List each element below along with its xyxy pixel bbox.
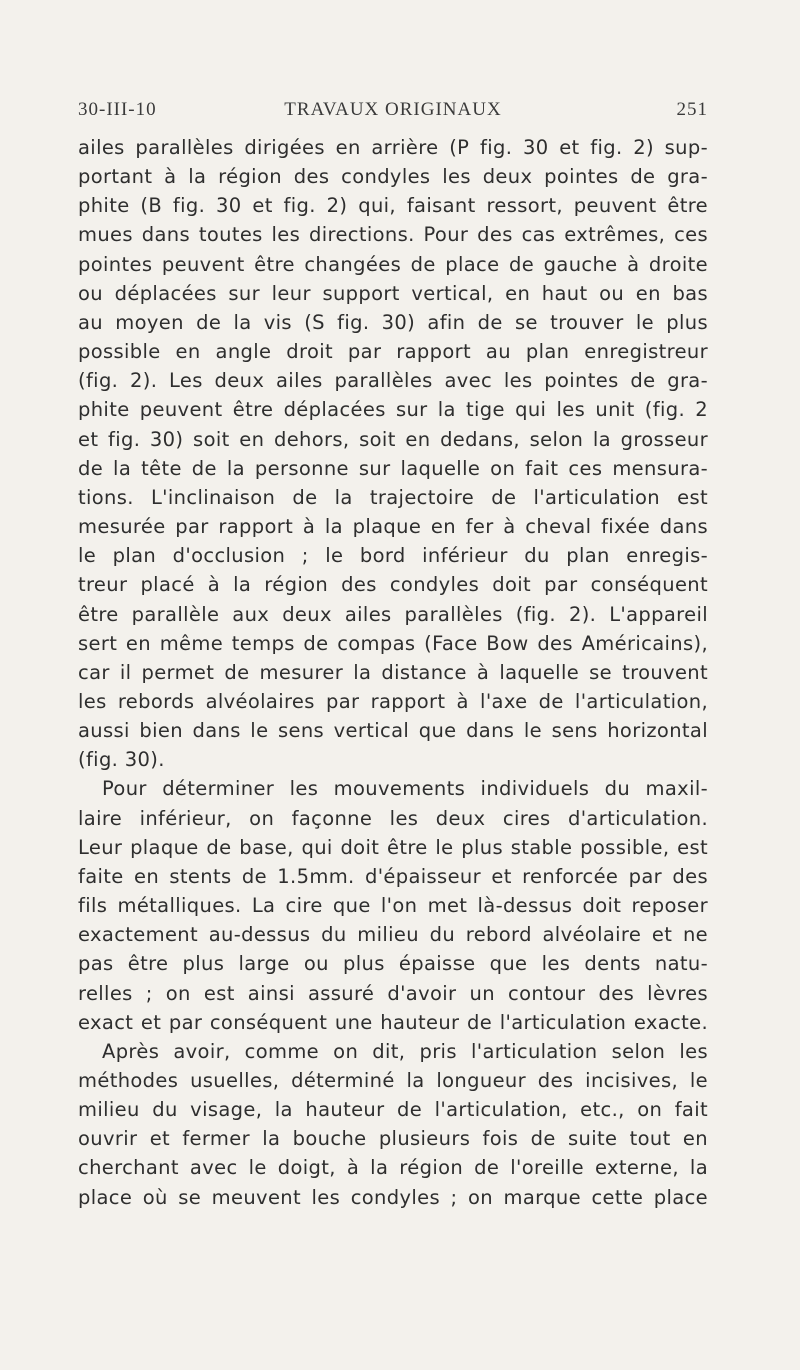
text-line: ailes parallèles dirigées en arrière (P fig. 30 et fig. 2) sup- (78, 136, 708, 159)
text-line: Pour déterminer les mouvements individuels du maxil- (102, 777, 708, 801)
text-line: relles ; on est ainsi assuré d'avoir un contour des lèvres (78, 981, 708, 1005)
text-line: méthodes usuelles, déterminé la longueur des incisives, le (78, 1069, 708, 1092)
body-text (78, 133, 708, 1212)
text-line: pas être plus large ou plus épaisse que les dents natu- (78, 952, 708, 976)
text-line: Après avoir, comme on dit, pris l'articulation selon les (102, 1039, 708, 1063)
text-line: être parallèle aux deux ailes parallèles (fig. 2). L'appareil (78, 602, 708, 626)
page-number: 251 (676, 99, 708, 120)
text-line: aussi bien dans le sens vertical que dans le sens horizontal (78, 719, 708, 743)
running-header (78, 99, 708, 125)
text-line: exact et par conséquent une hauteur de l'articulation exacte. (78, 1010, 708, 1034)
text-line: phite (B fig. 30 et fig. 2) qui, faisant ressort, peuvent être (78, 194, 708, 218)
text-line: Leur plaque de base, qui doit être le plus stable possible, est (78, 835, 708, 859)
text-line: ouvrir et fermer la bouche plusieurs fois de suite tout en (78, 1127, 708, 1151)
text-line: sert en même temps de compas (Face Bow des Américains), (78, 631, 708, 655)
text-line: place où se meuvent les condyles ; on marque cette place (78, 1185, 708, 1209)
text-line: car il permet de mesurer la distance à laquelle se trouvent (78, 660, 708, 684)
text-line: de la tête de la personne sur laquelle on fait ces mensura- (78, 456, 708, 480)
text-line: mues dans toutes les directions. Pour des cas extrêmes, ces (78, 223, 708, 247)
text-line: exactement au-dessus du milieu du rebord alvéolaire et ne (78, 923, 708, 947)
paragraph-3 (78, 1037, 708, 1212)
text-line: tions. L'inclinaison de la trajectoire de l'articulation est (78, 485, 708, 509)
text-line: les rebords alvéolaires par rapport à l'axe de l'articulation, (78, 689, 708, 713)
text-line: pointes peuvent être changées de place de gauche à droite (78, 252, 708, 276)
text-line: et fig. 30) soit en dehors, soit en dedans, selon la grosseur (78, 427, 708, 451)
text-line: cherchant avec le doigt, à la région de l'oreille externe, la (78, 1156, 708, 1180)
text-line: (fig. 2). Les deux ailes parallèles avec les pointes de gra- (78, 369, 708, 393)
text-line: treur placé à la région des condyles doit par conséquent (78, 573, 708, 597)
text-line: (fig. 30). (78, 748, 165, 772)
text-line: phite peuvent être déplacées sur la tige qui les unit (fig. 2 (78, 398, 708, 422)
text-line: possible en angle droit par rapport au plan enregistreur (78, 340, 708, 364)
text-line: milieu du visage, la hauteur de l'articulation, etc., on fait (78, 1098, 708, 1122)
text-line: fils métalliques. La cire que l'on met là-dessus doit reposer (78, 894, 708, 918)
text-line: le plan d'occlusion ; le bord inférieur du plan enregis- (78, 544, 708, 568)
text-line: ou déplacées sur leur support vertical, en haut ou en bas (78, 281, 708, 305)
text-line: au moyen de la vis (S fig. 30) afin de se trouver le plus (78, 310, 708, 334)
header-section-title: TRAVAUX ORIGINAUX (284, 99, 502, 120)
text-line: faite en stents de 1.5mm. d'épaisseur et renforcée par des (78, 864, 708, 888)
text-line: mesurée par rapport à la plaque en fer à cheval fixée dans (78, 515, 708, 539)
text-line: laire inférieur, on façonne les deux cires d'articulation. (78, 806, 708, 830)
text-line: portant à la région des condyles les deux pointes de gra- (78, 165, 708, 189)
header-date: 30-III-10 (78, 99, 157, 120)
paragraph-2 (78, 774, 708, 1036)
paragraph-1 (78, 133, 708, 774)
